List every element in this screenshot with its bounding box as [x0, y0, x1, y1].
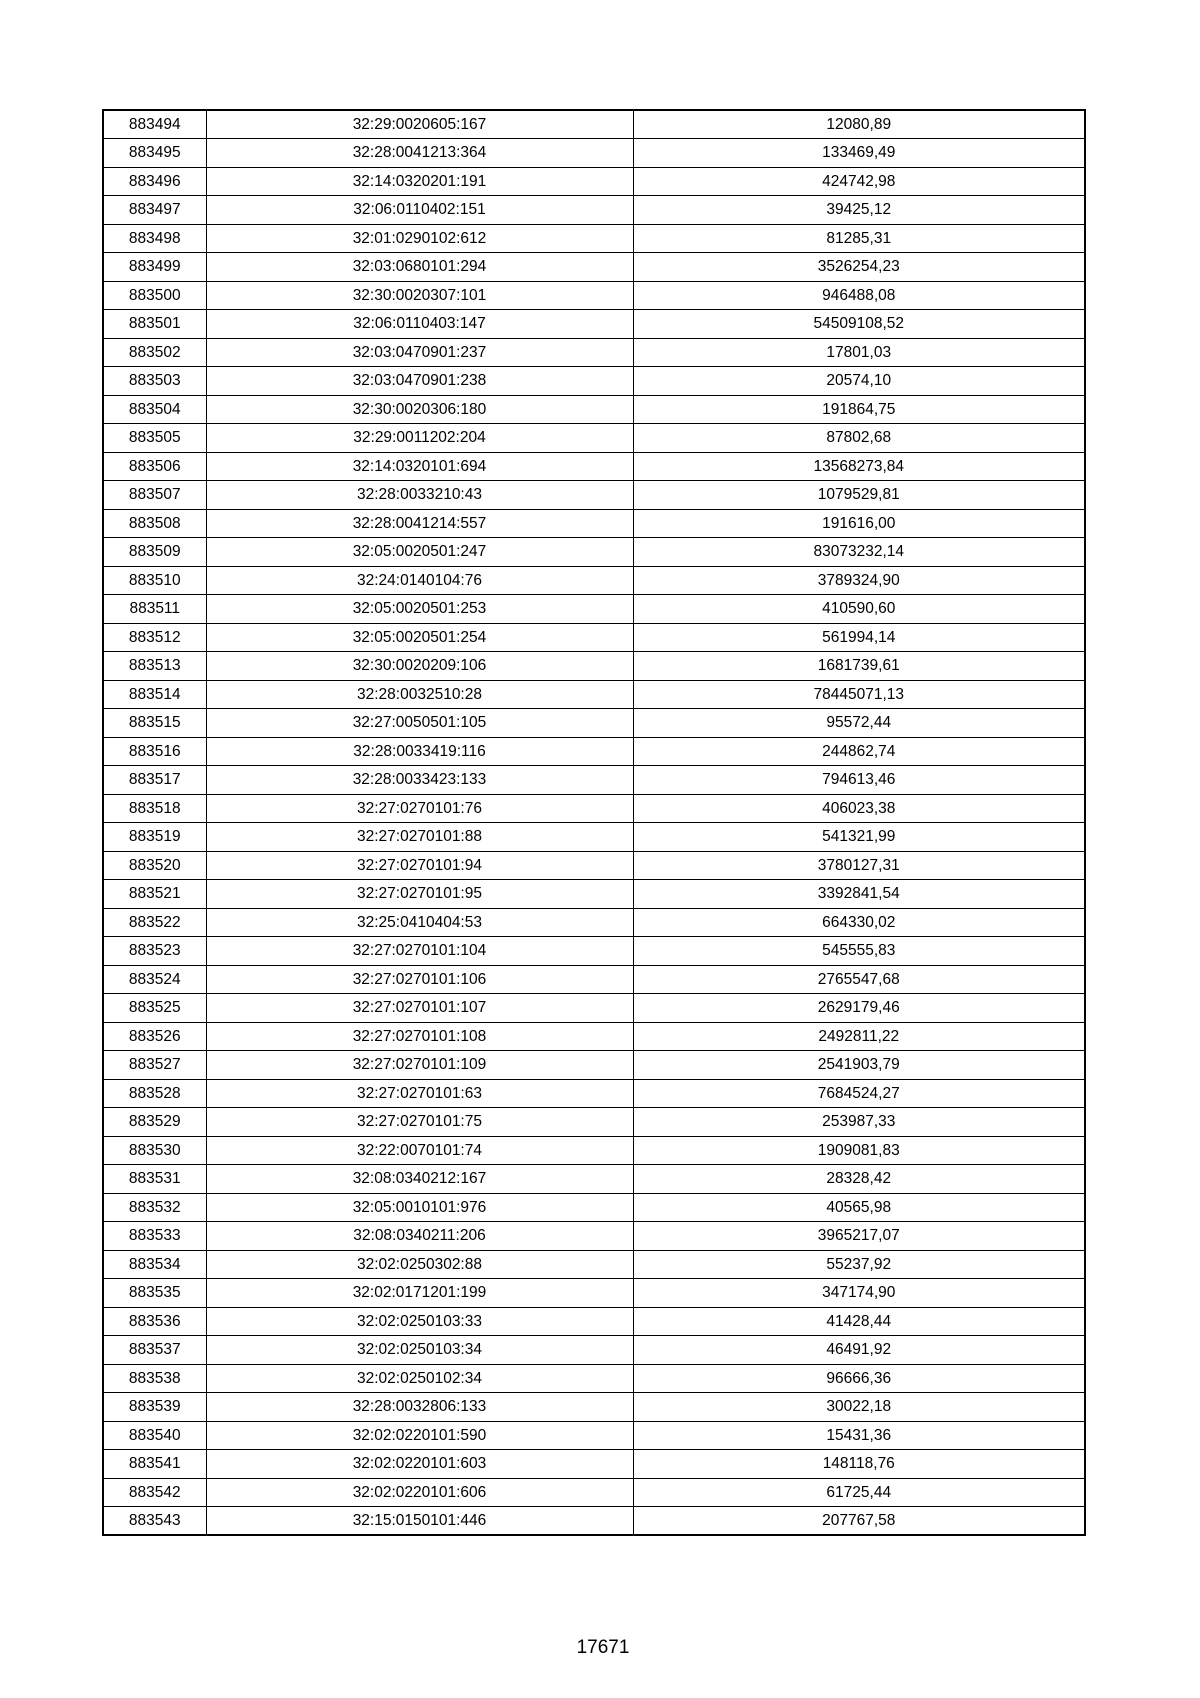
value-cell: 13568273,84 — [633, 452, 1085, 481]
cadastral-number-cell: 32:27:0270101:107 — [206, 994, 633, 1023]
table-row — [103, 595, 1085, 624]
table-row — [103, 1507, 1085, 1536]
record-id-cell: 883527 — [103, 1051, 206, 1080]
record-id-cell: 883498 — [103, 224, 206, 253]
value-cell: 1079529,81 — [633, 481, 1085, 510]
table-row — [103, 1364, 1085, 1393]
table-row — [103, 367, 1085, 396]
record-id-cell: 883535 — [103, 1279, 206, 1308]
record-id-cell: 883526 — [103, 1022, 206, 1051]
cadastral-number-cell: 32:02:0250103:33 — [206, 1307, 633, 1336]
record-id-cell: 883536 — [103, 1307, 206, 1336]
value-cell: 545555,83 — [633, 937, 1085, 966]
record-id-cell: 883516 — [103, 737, 206, 766]
cadastral-number-cell: 32:01:0290102:612 — [206, 224, 633, 253]
table-row — [103, 452, 1085, 481]
table-row — [103, 1222, 1085, 1251]
value-cell: 1681739,61 — [633, 652, 1085, 681]
record-id-cell: 883538 — [103, 1364, 206, 1393]
cadastral-number-cell: 32:27:0050501:105 — [206, 709, 633, 738]
value-cell: 83073232,14 — [633, 538, 1085, 567]
value-cell: 81285,31 — [633, 224, 1085, 253]
table-row — [103, 851, 1085, 880]
value-cell: 15431,36 — [633, 1421, 1085, 1450]
table-row — [103, 1108, 1085, 1137]
cadastral-number-cell: 32:27:0270101:94 — [206, 851, 633, 880]
cadastral-number-cell: 32:27:0270101:108 — [206, 1022, 633, 1051]
value-cell: 794613,46 — [633, 766, 1085, 795]
record-id-cell: 883499 — [103, 253, 206, 282]
record-id-cell: 883501 — [103, 310, 206, 339]
cadastral-number-cell: 32:27:0270101:109 — [206, 1051, 633, 1080]
table-row — [103, 737, 1085, 766]
table-row — [103, 1450, 1085, 1479]
cadastral-number-cell: 32:14:0320101:694 — [206, 452, 633, 481]
cadastral-number-cell: 32:28:0041213:364 — [206, 139, 633, 168]
record-id-cell: 883503 — [103, 367, 206, 396]
table-row — [103, 1250, 1085, 1279]
cadastral-number-cell: 32:02:0250102:34 — [206, 1364, 633, 1393]
cadastral-number-cell: 32:27:0270101:104 — [206, 937, 633, 966]
table-row — [103, 253, 1085, 282]
cadastral-number-cell: 32:03:0470901:238 — [206, 367, 633, 396]
record-id-cell: 883497 — [103, 196, 206, 225]
cadastral-number-cell: 32:02:0171201:199 — [206, 1279, 633, 1308]
table-row — [103, 1478, 1085, 1507]
table-row — [103, 965, 1085, 994]
table-row — [103, 680, 1085, 709]
cadastral-number-cell: 32:28:0041214:557 — [206, 509, 633, 538]
value-cell: 244862,74 — [633, 737, 1085, 766]
cadastral-number-cell: 32:08:0340211:206 — [206, 1222, 633, 1251]
table-row — [103, 937, 1085, 966]
cadastral-number-cell: 32:14:0320201:191 — [206, 167, 633, 196]
table-row — [103, 994, 1085, 1023]
cadastral-number-cell: 32:22:0070101:74 — [206, 1136, 633, 1165]
record-id-cell: 883524 — [103, 965, 206, 994]
cadastral-number-cell: 32:05:0020501:253 — [206, 595, 633, 624]
value-cell: 2492811,22 — [633, 1022, 1085, 1051]
table-row — [103, 538, 1085, 567]
record-id-cell: 883517 — [103, 766, 206, 795]
cadastral-number-cell: 32:28:0033423:133 — [206, 766, 633, 795]
cadastral-number-cell: 32:06:0110403:147 — [206, 310, 633, 339]
table-row — [103, 1079, 1085, 1108]
table-row — [103, 1279, 1085, 1308]
table-row — [103, 1336, 1085, 1365]
value-cell: 424742,98 — [633, 167, 1085, 196]
table-row — [103, 1022, 1085, 1051]
value-cell: 7684524,27 — [633, 1079, 1085, 1108]
value-cell: 541321,99 — [633, 823, 1085, 852]
value-cell: 40565,98 — [633, 1193, 1085, 1222]
cadastral-number-cell: 32:28:0033419:116 — [206, 737, 633, 766]
value-cell: 3392841,54 — [633, 880, 1085, 909]
table-row — [103, 766, 1085, 795]
value-cell: 87802,68 — [633, 424, 1085, 453]
cadastral-number-cell: 32:15:0150101:446 — [206, 1507, 633, 1536]
table-row — [103, 908, 1085, 937]
cadastral-number-cell: 32:05:0020501:254 — [206, 623, 633, 652]
table-row — [103, 880, 1085, 909]
record-id-cell: 883529 — [103, 1108, 206, 1137]
record-id-cell: 883528 — [103, 1079, 206, 1108]
record-id-cell: 883506 — [103, 452, 206, 481]
table-row — [103, 1421, 1085, 1450]
record-id-cell: 883495 — [103, 139, 206, 168]
cadastral-number-cell: 32:30:0020307:101 — [206, 281, 633, 310]
value-cell: 17801,03 — [633, 338, 1085, 367]
value-cell: 191616,00 — [633, 509, 1085, 538]
cadastral-number-cell: 32:27:0270101:88 — [206, 823, 633, 852]
cadastral-number-cell: 32:05:0010101:976 — [206, 1193, 633, 1222]
table-row — [103, 338, 1085, 367]
record-id-cell: 883539 — [103, 1393, 206, 1422]
cadastral-number-cell: 32:29:0011202:204 — [206, 424, 633, 453]
record-id-cell: 883543 — [103, 1507, 206, 1536]
cadastral-number-cell: 32:03:0470901:237 — [206, 338, 633, 367]
value-cell: 148118,76 — [633, 1450, 1085, 1479]
record-id-cell: 883522 — [103, 908, 206, 937]
table-row — [103, 652, 1085, 681]
record-id-cell: 883521 — [103, 880, 206, 909]
cadastral-number-cell: 32:02:0250302:88 — [206, 1250, 633, 1279]
table-row — [103, 139, 1085, 168]
table-row — [103, 110, 1085, 139]
value-cell: 2629179,46 — [633, 994, 1085, 1023]
table-row — [103, 709, 1085, 738]
table-row — [103, 1193, 1085, 1222]
record-id-cell: 883515 — [103, 709, 206, 738]
cadastral-number-cell: 32:28:0032806:133 — [206, 1393, 633, 1422]
record-id-cell: 883514 — [103, 680, 206, 709]
table-row — [103, 1136, 1085, 1165]
cadastral-number-cell: 32:08:0340212:167 — [206, 1165, 633, 1194]
cadastral-number-cell: 32:02:0250103:34 — [206, 1336, 633, 1365]
record-id-cell: 883511 — [103, 595, 206, 624]
cadastral-number-cell: 32:06:0110402:151 — [206, 196, 633, 225]
value-cell: 406023,38 — [633, 794, 1085, 823]
record-id-cell: 883496 — [103, 167, 206, 196]
value-cell: 410590,60 — [633, 595, 1085, 624]
value-cell: 54509108,52 — [633, 310, 1085, 339]
cadastral-number-cell: 32:27:0270101:63 — [206, 1079, 633, 1108]
record-id-cell: 883494 — [103, 110, 206, 139]
record-id-cell: 883542 — [103, 1478, 206, 1507]
value-cell: 12080,89 — [633, 110, 1085, 139]
record-id-cell: 883541 — [103, 1450, 206, 1479]
record-id-cell: 883525 — [103, 994, 206, 1023]
cadastral-number-cell: 32:27:0270101:76 — [206, 794, 633, 823]
cadastral-number-cell: 32:05:0020501:247 — [206, 538, 633, 567]
table-row — [103, 1165, 1085, 1194]
cadastral-number-cell: 32:27:0270101:75 — [206, 1108, 633, 1137]
value-cell: 2765547,68 — [633, 965, 1085, 994]
value-cell: 133469,49 — [633, 139, 1085, 168]
table-row — [103, 481, 1085, 510]
cadastral-number-cell: 32:27:0270101:95 — [206, 880, 633, 909]
record-id-cell: 883519 — [103, 823, 206, 852]
value-cell: 3965217,07 — [633, 1222, 1085, 1251]
cadastral-number-cell: 32:30:0020209:106 — [206, 652, 633, 681]
record-id-cell: 883533 — [103, 1222, 206, 1251]
table-row — [103, 310, 1085, 339]
cadastral-number-cell: 32:02:0220101:606 — [206, 1478, 633, 1507]
value-cell: 191864,75 — [633, 395, 1085, 424]
value-cell: 3780127,31 — [633, 851, 1085, 880]
value-cell: 3526254,23 — [633, 253, 1085, 282]
record-id-cell: 883518 — [103, 794, 206, 823]
record-id-cell: 883534 — [103, 1250, 206, 1279]
value-cell: 1909081,83 — [633, 1136, 1085, 1165]
record-id-cell: 883504 — [103, 395, 206, 424]
page-number: 17671 — [576, 1637, 630, 1658]
table-row — [103, 281, 1085, 310]
value-cell: 3789324,90 — [633, 566, 1085, 595]
record-id-cell: 883540 — [103, 1421, 206, 1450]
value-cell: 2541903,79 — [633, 1051, 1085, 1080]
value-cell: 39425,12 — [633, 196, 1085, 225]
record-id-cell: 883530 — [103, 1136, 206, 1165]
table-row — [103, 623, 1085, 652]
table-row — [103, 424, 1085, 453]
cadastral-number-cell: 32:29:0020605:167 — [206, 110, 633, 139]
cadastral-number-cell: 32:02:0220101:603 — [206, 1450, 633, 1479]
value-cell: 30022,18 — [633, 1393, 1085, 1422]
cadastral-number-cell: 32:25:0410404:53 — [206, 908, 633, 937]
record-id-cell: 883505 — [103, 424, 206, 453]
records-table — [102, 109, 1086, 1536]
value-cell: 46491,92 — [633, 1336, 1085, 1365]
record-id-cell: 883507 — [103, 481, 206, 510]
cadastral-number-cell: 32:27:0270101:106 — [206, 965, 633, 994]
table-row — [103, 224, 1085, 253]
value-cell: 41428,44 — [633, 1307, 1085, 1336]
record-id-cell: 883509 — [103, 538, 206, 567]
record-id-cell: 883523 — [103, 937, 206, 966]
record-id-cell: 883512 — [103, 623, 206, 652]
cadastral-number-cell: 32:28:0032510:28 — [206, 680, 633, 709]
value-cell: 61725,44 — [633, 1478, 1085, 1507]
record-id-cell: 883502 — [103, 338, 206, 367]
value-cell: 207767,58 — [633, 1507, 1085, 1536]
record-id-cell: 883513 — [103, 652, 206, 681]
value-cell: 347174,90 — [633, 1279, 1085, 1308]
cadastral-number-cell: 32:03:0680101:294 — [206, 253, 633, 282]
table-row — [103, 823, 1085, 852]
value-cell: 55237,92 — [633, 1250, 1085, 1279]
value-cell: 253987,33 — [633, 1108, 1085, 1137]
record-id-cell: 883531 — [103, 1165, 206, 1194]
value-cell: 561994,14 — [633, 623, 1085, 652]
record-id-cell: 883508 — [103, 509, 206, 538]
value-cell: 28328,42 — [633, 1165, 1085, 1194]
cadastral-number-cell: 32:28:0033210:43 — [206, 481, 633, 510]
table-row — [103, 566, 1085, 595]
value-cell: 20574,10 — [633, 367, 1085, 396]
table-row — [103, 395, 1085, 424]
record-id-cell: 883532 — [103, 1193, 206, 1222]
record-id-cell: 883520 — [103, 851, 206, 880]
records-table-body — [103, 110, 1085, 1535]
value-cell: 664330,02 — [633, 908, 1085, 937]
record-id-cell: 883510 — [103, 566, 206, 595]
table-row — [103, 1051, 1085, 1080]
cadastral-number-cell: 32:30:0020306:180 — [206, 395, 633, 424]
record-id-cell: 883500 — [103, 281, 206, 310]
value-cell: 946488,08 — [633, 281, 1085, 310]
value-cell: 95572,44 — [633, 709, 1085, 738]
table-row — [103, 196, 1085, 225]
table-row — [103, 1307, 1085, 1336]
table-row — [103, 794, 1085, 823]
table-row — [103, 1393, 1085, 1422]
table-row — [103, 509, 1085, 538]
cadastral-number-cell: 32:02:0220101:590 — [206, 1421, 633, 1450]
table-row — [103, 167, 1085, 196]
cadastral-number-cell: 32:24:0140104:76 — [206, 566, 633, 595]
value-cell: 96666,36 — [633, 1364, 1085, 1393]
record-id-cell: 883537 — [103, 1336, 206, 1365]
value-cell: 78445071,13 — [633, 680, 1085, 709]
